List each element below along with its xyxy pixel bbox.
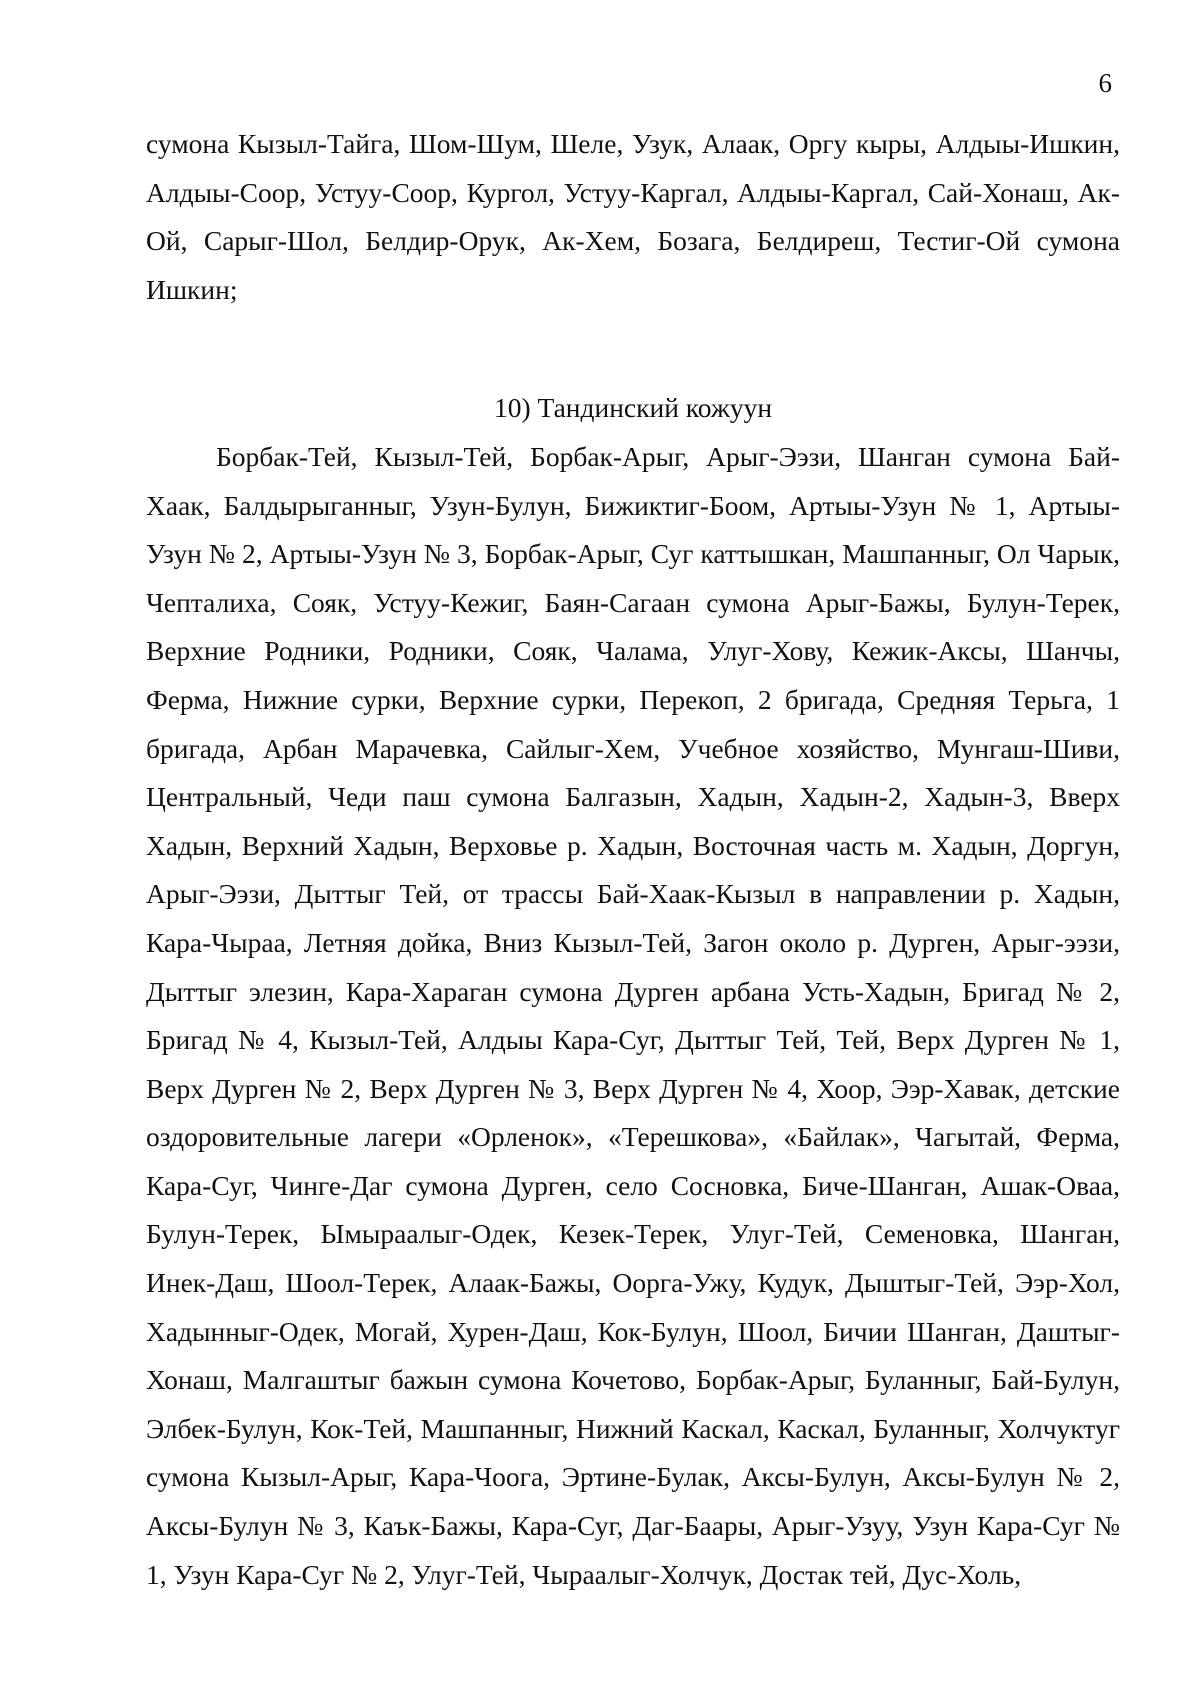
section-heading: 10) Тандинский кожуун — [493, 392, 773, 424]
continued-paragraph: сумона Кызыл-Тайга, Шом-Шум, Шеле, Узук, Алаак, Оргу кыры, Алдыы-Ишкин, Алдыы-Соор, Устуу-Соор, Кургол, Устуу-Каргал, Алдыы-Каргал, Сай-Хонаш, Ак-Ой, Сарыг-Шол, Белдир-Орук, Ак-Хем, Бозага, Белдиреш, Тестиг-Ой сумона Ишкин; — [146, 128, 1120, 305]
document-body — [146, 120, 1120, 1599]
page-number: 6 — [1098, 68, 1112, 98]
section-paragraph: Борбак-Тей, Кызыл-Тей, Борбак-Арыг, Арыг-Ээзи, Шанган сумона Бай-Хаак, Балдырыганныг, Узун-Булун, Бижиктиг-Боом, Артыы-Узун № 1, Артыы-Узун № 2, Артыы-Узун № 3, Борбак-Арыг, Суг каттышкан, Машпанныг, Ол Чарык, Чепталиха, Сояк, Устуу-Кежиг, Баян-Сагаан сумона Арыг-Бажы, Булун-Терек, Верхние Родники, Родники, Сояк, Чалама, Улуг-Хову, Кежик-Аксы, Шанчы, Ферма, Нижние сурки, Верхние сурки, Перекоп, 2 бригада, Средняя Терьга, 1 бригада, Арбан Марачевка, Сайлыг-Хем, Учебное хозяйство, Мунгаш-Шиви, Центральный, Чеди паш сумона Балгазын, Хадын, Хадын-2, Хадын-3, Вверх Хадын, Верхний Хадын, Верховье р. Хадын, Восточная часть м. Хадын, Доргун, Арыг-Ээзи, Дыттыг Тей, от трассы Бай-Хаак-Кызыл в направлении р. Хадын, Кара-Чыраа, Летняя дойка, Вниз Кызыл-Тей, Загон около р. Дурген, Арыг-ээзи, Дыттыг элезин, Кара-Хараган сумона Дурген арбана Усть-Хадын, Бригад № 2, Бригад № 4, Кызыл-Тей, Алдыы Кара-Суг, Дыттыг Тей, Тей, Верх Дурген № 1, Верх Дурген № 2, Верх Дурген № 3, Верх Дурген № 4, Хоор, Ээр-Хавак, детские оздоровительные лагери «Орленок», «Терешкова», «Байлак», Чагытай, Ферма, Кара-Суг, Чинге-Даг сумона Дурген, село Сосновка, Биче-Шанган, Ашак-Оваа, Булун-Терек, Ымыраалыг-Одек, Кезек-Терек, Улуг-Тей, Семеновка, Шанган, Инек-Даш, Шоол-Терек, Алаак-Бажы, Оорга-Ужу, Кудук, Дыштыг-Тей, Ээр-Хол, Хадынныг-Одек, Могай, Хурен-Даш, Кок-Булун, Шоол, Бичии Шанган, Даштыг-Хонаш, Малгаштыг бажын сумона Кочетово, Борбак-Арыг, Буланныг, Бай-Булун, Элбек-Булун, Кок-Тей, Машпанныг, Нижний Каскал, Каскал, Буланныг, Холчуктуг сумона Кызыл-Арыг, Кара-Чоога, Эртине-Булак, Аксы-Булун, Аксы-Булун № 2, Аксы-Булун № 3, Каък-Бажы, Кара-Суг, Даг-Баары, Арыг-Узуу, Узун Кара-Суг № 1, Узун Кара-Суг № 2, Улуг-Тей, Чыраалыг-Холчук, Достак тей, Дус-Холь, — [146, 440, 1120, 1590]
